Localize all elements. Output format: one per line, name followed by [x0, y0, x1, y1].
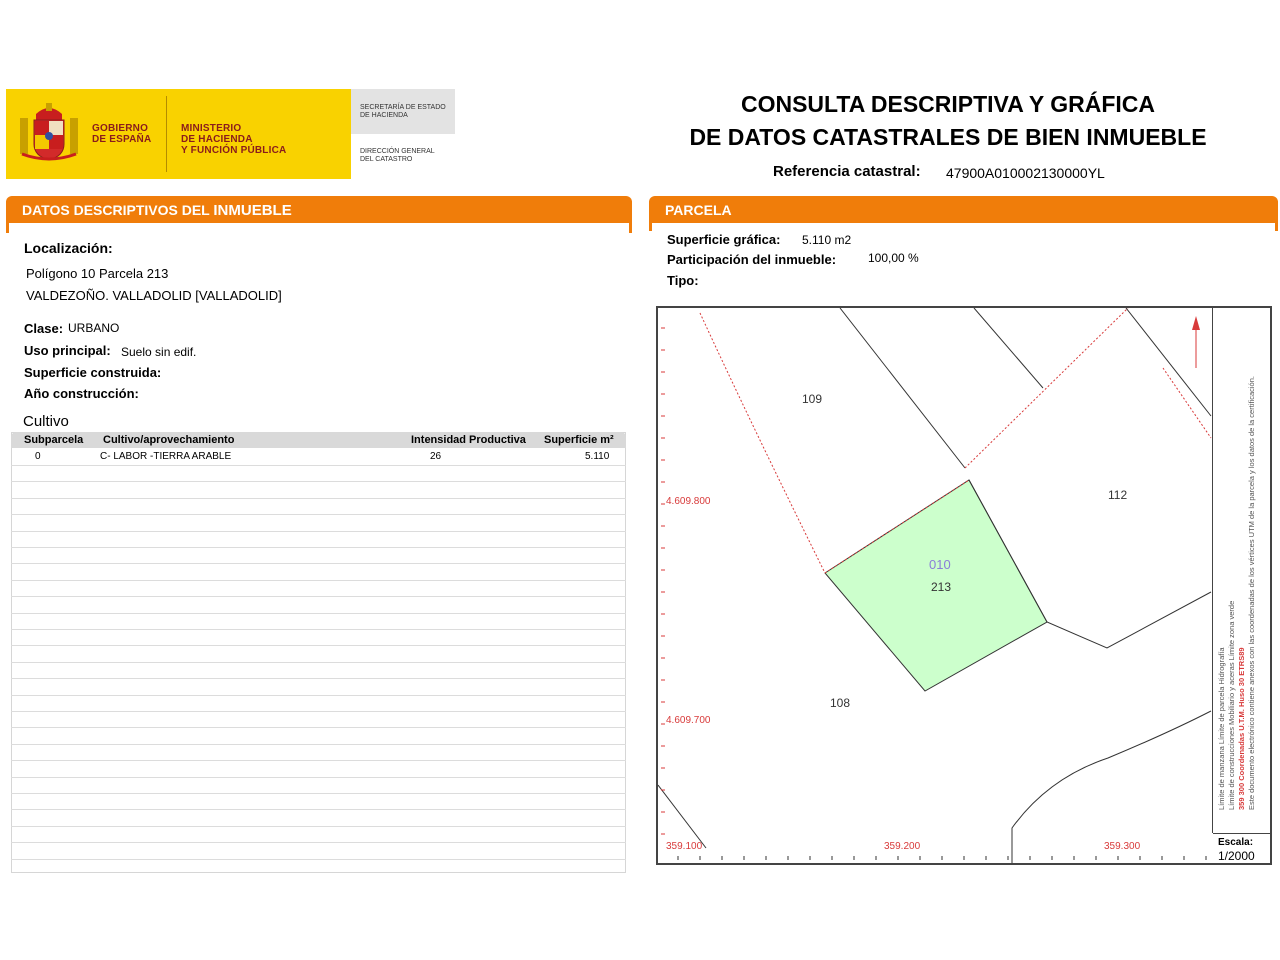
ref-catastral-label: Referencia catastral: — [773, 163, 921, 180]
anio-construccion-label: Año construcción: — [24, 386, 139, 401]
ministry-line-1: MINISTERIO — [181, 123, 242, 134]
legend-line-1: Límite de manzana Límite de parcela Hidrografía — [1217, 647, 1226, 810]
boundary-line — [840, 308, 965, 468]
map-legend-text — [1217, 330, 1257, 810]
secretaria-line-2: DE HACIENDA — [360, 112, 408, 119]
gov-line-1: GOBIERNO — [92, 123, 149, 134]
table-rule-line — [11, 514, 626, 515]
poligono-label: 010 — [929, 557, 951, 572]
boundary-line — [974, 308, 1043, 388]
ref-catastral-value: 47900A010002130000YL — [946, 165, 1105, 181]
table-rule-line — [11, 596, 626, 597]
col-subparcela: Subparcela — [24, 434, 84, 446]
ministry-name — [181, 123, 286, 156]
table-rule-line — [11, 842, 626, 843]
direccion-name — [360, 148, 435, 164]
bar-corner-left — [6, 223, 9, 233]
section-title-inmueble-a: DATOS DESCRIPTIVOS DEL — [22, 202, 214, 218]
direccion-line-2: DEL CATASTRO — [360, 156, 413, 163]
col-cultivo: Cultivo/aprovechamiento — [103, 434, 235, 446]
table-rule-line — [11, 695, 626, 696]
secretaria-name — [360, 104, 446, 120]
cell-superficie: 5.110 — [585, 451, 610, 462]
table-rule-line — [11, 809, 626, 810]
tipo-label: Tipo: — [667, 273, 699, 288]
cell-subparcela: 0 — [35, 451, 41, 462]
logo-divider — [166, 96, 167, 172]
section-title-parcela: PARCELA — [665, 202, 732, 218]
table-rule-line — [11, 744, 626, 745]
table-rule-line — [11, 645, 626, 646]
table-rule-line — [11, 727, 626, 728]
manzana-line — [1163, 368, 1211, 438]
manzana-line — [700, 313, 825, 573]
table-rule-line — [11, 678, 626, 679]
bar-corner-right-parcela — [1275, 223, 1278, 231]
clase-label: Clase: — [24, 321, 64, 336]
parcel-label-109: 109 — [802, 392, 823, 406]
col-intensidad: Intensidad Productiva — [411, 434, 526, 446]
cell-intensidad: 26 — [430, 451, 442, 462]
coord-y-2: 4.609.700 — [666, 715, 711, 726]
ministry-line-3: Y FUNCIÓN PÚBLICA — [181, 145, 287, 156]
section-title-inmueble-b: INMUEBLE — [213, 202, 292, 219]
secretaria-line-1: SECRETARÍA DE ESTADO — [360, 104, 446, 111]
participacion-label: Participación del inmueble: — [667, 252, 837, 267]
parcel-label-108: 108 — [830, 696, 851, 710]
page-title-line-1: CONSULTA DESCRIPTIVA Y GRÁFICA — [740, 91, 1156, 117]
table-rule-line — [11, 613, 626, 614]
coat-of-arms-icon — [18, 100, 80, 171]
superficie-grafica-value: 5.110 m2 — [802, 233, 852, 247]
gov-name — [92, 123, 151, 145]
table-rule-line — [11, 662, 626, 663]
localizacion-line-2: VALDEZOÑO. VALLADOLID [VALLADOLID] — [26, 288, 282, 303]
legend-line-4: Este documento electrónico contiene anexos con las coordenadas de los vértices UTM de la parcela y los datos de la certificación. — [1247, 376, 1256, 810]
legend-line-3: 359 300 Coordenadas U.T.M. Huso 30 ETRS89 — [1237, 647, 1246, 810]
table-rule-line — [11, 826, 626, 827]
table-rule-line — [11, 859, 626, 860]
north-arrow-icon — [1192, 316, 1200, 368]
table-rule-line — [11, 465, 626, 466]
table-rule-line — [11, 563, 626, 564]
ministry-line-2: DE HACIENDA — [181, 134, 253, 145]
uso-label: Uso principal: — [24, 343, 111, 358]
table-rule-line — [11, 580, 626, 581]
bar-corner-right — [629, 223, 632, 233]
coord-x-1: 359.100 — [666, 841, 703, 852]
col-superficie: Superficie m² — [544, 434, 614, 446]
manzana-line — [965, 308, 1128, 468]
coord-y-1: 4.609.800 — [666, 496, 711, 507]
bar-corner-left-parcela — [649, 223, 652, 231]
parcel-label-112: 112 — [1108, 488, 1128, 502]
uso-value: Suelo sin edif. — [121, 345, 197, 359]
coord-x-3: 359.300 — [1104, 841, 1141, 852]
cultivo-title: Cultivo — [23, 413, 69, 430]
legend-line-2: Límite de construcciones Mobiliario y aceras Límite zona verde — [1227, 600, 1236, 810]
table-rule-line — [11, 547, 626, 548]
parcel-label-213: 213 — [931, 580, 952, 594]
clase-value: URBANO — [68, 321, 120, 335]
table-rule-line — [11, 760, 626, 761]
direccion-line-1: DIRECCIÓN GENERAL — [360, 148, 435, 155]
table-rule-line — [11, 531, 626, 532]
table-rule-line — [11, 481, 626, 482]
boundary-line — [658, 785, 706, 848]
localizacion-label: Localización: — [24, 240, 113, 256]
table-rule-line — [11, 777, 626, 778]
gov-line-2: DE ESPAÑA — [92, 134, 152, 145]
participacion-value: 100,00 % — [868, 251, 919, 265]
escala-value: 1/2000 — [1218, 849, 1255, 863]
superficie-grafica-label: Superficie gráfica: — [667, 232, 781, 247]
table-rule-line — [11, 711, 626, 712]
table-rule-line — [11, 498, 626, 499]
section-bar-inmueble — [6, 196, 632, 223]
section-bar-parcela — [649, 196, 1278, 223]
superficie-construida-label: Superficie construida: — [24, 365, 162, 380]
table-rule-line — [11, 629, 626, 630]
escala-label: Escala: — [1218, 837, 1254, 848]
coord-x-2: 359.200 — [884, 841, 921, 852]
localizacion-line-1: Polígono 10 Parcela 213 — [26, 266, 169, 281]
table-rule-line — [11, 793, 626, 794]
page-title-line-2: DE DATOS CATASTRALES DE BIEN INMUEBLE — [689, 124, 1207, 150]
cell-cultivo: C- LABOR -TIERRA ARABLE — [100, 451, 232, 462]
